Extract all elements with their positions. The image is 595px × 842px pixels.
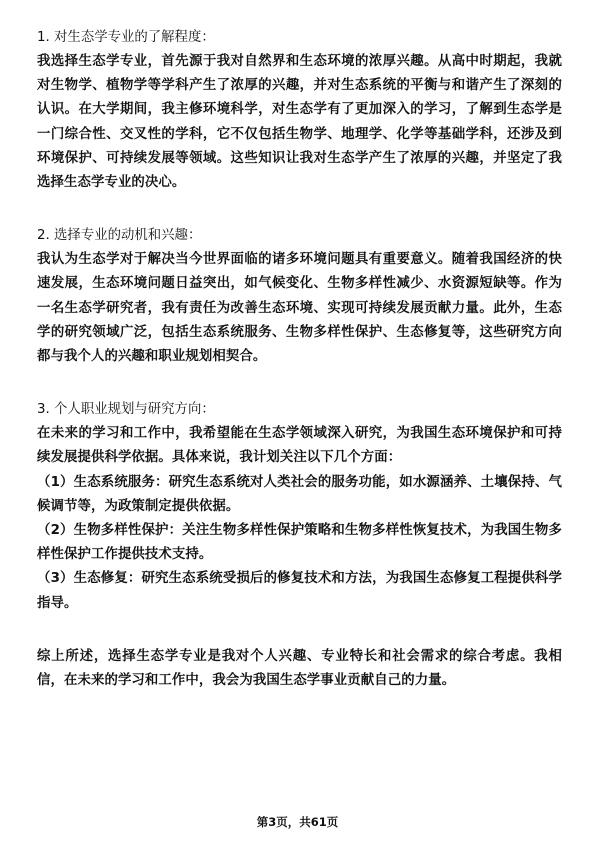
paragraph: 我选择生态学专业，首先源于我对自然界和生态环境的浓厚兴趣。从高中时期起，我就对生物学、植物学等学科产生了浓厚的兴趣，并对生态系统的平衡与和谐产生了深刻的认识。在大学期间，我主修环境科学，对生态学有了更加深入的学习，了解到生态学是一门综合性、交叉性的学科，它不仅包括生物学、地理学、化学等基础学科，还涉及到环境保护、可持续发展等领域。这些知识让我对生态学产生了浓厚的兴趣，并坚定了我选择生态学专业的决心。 [37,54,562,191]
section-motivation [37,224,562,369]
section-career-plan [37,398,562,616]
paragraph: 我认为生态学对于解决当今世界面临的诸多环境问题具有重要意义。随着我国经济的快速发展，生态环境问题日益突出，如气候变化、生物多样性减少、水资源短缺等。作为一名生态学研究者，我有责任为改善生态环境、实现可持续发展贡献力量。此外，生态学的研究领域广泛，包括生态系统服务、生物多样性保护、生态修复等，这些研究方向都与我个人的兴趣和职业规划相契合。 [37,252,562,365]
document-body [37,26,562,693]
page-number: 第3页，共61页 [256,815,339,829]
section-conclusion [37,645,562,693]
list-item-ecological-restoration: （3）生态修复：研究生态系统受损后的修复技术和方法，为我国生态修复工程提供科学指导。 [37,571,562,611]
section-heading: 2. 选择专业的动机和兴趣： [37,228,202,244]
list-item-ecosystem-services: （1）生态系统服务：研究生态系统对人类社会的服务功能，如水源涵养、土壤保持、气候调节等，为政策制定提供依据。 [37,474,562,514]
section-heading: 1. 对生态学专业的了解程度： [37,30,215,45]
section-understanding [37,26,562,195]
section-heading: 3. 个人职业规划与研究方向： [37,402,215,418]
list-item-biodiversity: （2）生物多样性保护：关注生物多样性保护策略和生物多样性恢复技术，为我国生物多样性保护工作提供技术支持。 [37,523,562,563]
paragraph: 综上所述，选择生态学专业是我对个人兴趣、专业特长和社会需求的综合考虑。我相信，在未来的学习和工作中，我会为我国生态学事业贡献自己的力量。 [37,648,562,689]
paragraph: 在未来的学习和工作中，我希望能在生态学领域深入研究，为我国生态环境保护和可持续发展提供科学依据。具体来说，我计划关注以下几个方面： [37,426,562,466]
